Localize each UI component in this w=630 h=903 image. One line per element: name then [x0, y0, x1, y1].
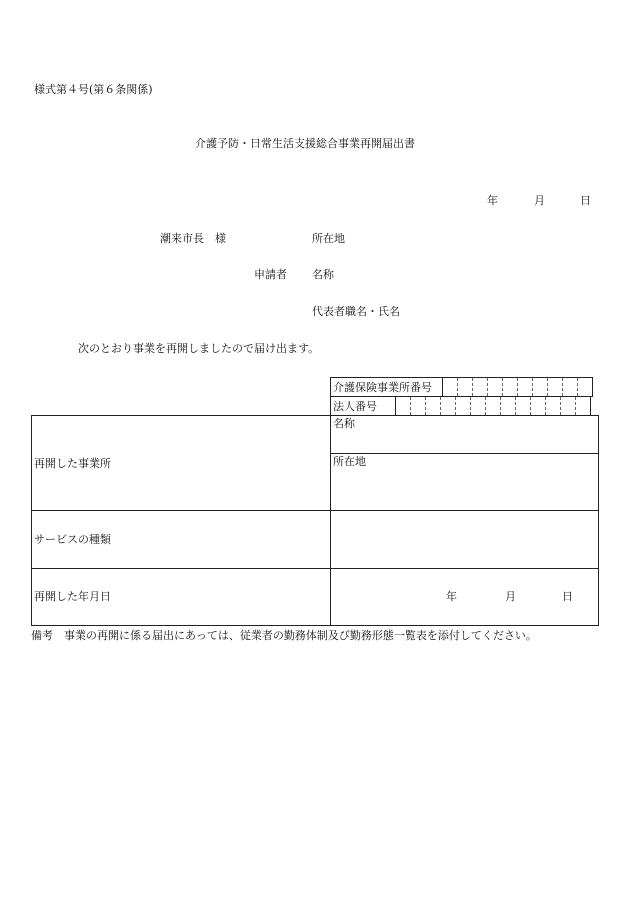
care-number-table — [330, 377, 593, 397]
corp-number-digit[interactable] — [486, 397, 501, 416]
intro-text: 次のとおり事業を再開しましたので届け出ます。 — [78, 342, 320, 355]
care-number-label: 介護保険事業所番号 — [331, 378, 443, 397]
applicant-label: 申請者 — [254, 268, 287, 281]
care-number-digit[interactable] — [533, 378, 548, 397]
corp-number-digit[interactable] — [471, 397, 486, 416]
office-name-label: 名称 — [333, 417, 355, 430]
corp-number-digit[interactable] — [441, 397, 456, 416]
care-number-digit[interactable] — [503, 378, 518, 397]
reopen-date-day: 日 — [562, 590, 573, 603]
office-address-label: 所在地 — [333, 455, 366, 468]
corp-number-digit[interactable] — [456, 397, 471, 416]
corp-number-digit[interactable] — [561, 397, 576, 416]
care-number-digit[interactable] — [458, 378, 473, 397]
care-number-digit[interactable] — [488, 378, 503, 397]
corp-number-label: 法人番号 — [331, 397, 396, 416]
corp-number-digit[interactable] — [501, 397, 516, 416]
applicant-rep-label: 代表者職名・氏名 — [312, 305, 400, 318]
corp-number-digit[interactable] — [396, 397, 411, 416]
office-name-field[interactable] — [331, 430, 597, 452]
date-year: 年 — [487, 194, 498, 207]
form-number: 様式第４号(第６条関係) — [34, 83, 153, 96]
care-number-digit[interactable] — [548, 378, 563, 397]
reopen-date-label: 再開した年月日 — [34, 590, 111, 603]
corp-number-digit[interactable] — [546, 397, 561, 416]
date-day: 日 — [580, 194, 591, 207]
service-label: サービスの種類 — [34, 533, 111, 546]
applicant-address-label: 所在地 — [312, 232, 345, 245]
addressee: 潮来市長 様 — [160, 232, 226, 245]
care-number-digit[interactable] — [563, 378, 578, 397]
reopen-date-month: 月 — [505, 590, 516, 603]
service-type-field[interactable] — [331, 512, 597, 567]
care-number-digit[interactable] — [443, 378, 458, 397]
care-number-digit[interactable] — [518, 378, 533, 397]
care-number-digit[interactable] — [578, 378, 593, 397]
corp-number-digit[interactable] — [516, 397, 531, 416]
corp-number-table — [330, 396, 591, 416]
applicant-name-label: 名称 — [312, 268, 334, 281]
form-title: 介護予防・日常生活支援総合事業再開届出書 — [195, 137, 415, 150]
care-number-digit[interactable] — [473, 378, 488, 397]
corp-number-digit[interactable] — [531, 397, 546, 416]
corp-number-digit[interactable] — [426, 397, 441, 416]
office-address-field[interactable] — [331, 470, 597, 508]
corp-number-digit[interactable] — [411, 397, 426, 416]
note-text: 備考 事業の再開に係る届出にあっては、従業者の勤務体制及び勤務形態一覧表を添付してください。 — [31, 629, 537, 642]
office-label: 再開した事業所 — [34, 457, 111, 470]
reopen-date-year: 年 — [446, 590, 457, 603]
corp-number-digit[interactable] — [576, 397, 591, 416]
date-month: 月 — [534, 194, 545, 207]
